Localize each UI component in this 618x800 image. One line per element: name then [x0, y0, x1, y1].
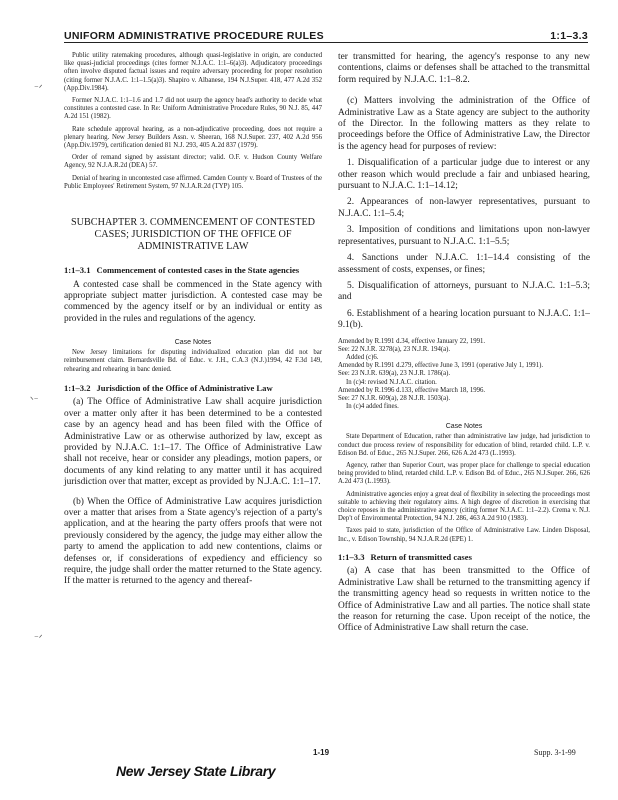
header-title: UNIFORM ADMINISTRATIVE PROCEDURE RULES [64, 30, 324, 42]
section-heading [64, 265, 322, 276]
section-heading [338, 552, 590, 563]
amendment-history [338, 338, 590, 412]
list-item: 1. Disqualification of a particular judge due to interest or any other reason which would preclude a fair and unbiased hearing, pursuant to N.J.A.C. 1:1–14.12; [338, 158, 590, 192]
margin-mark: ᐠ⁻ [30, 396, 39, 406]
case-notes-title: Case Notes [174, 339, 212, 347]
section-heading [64, 383, 322, 394]
case-note: Rate schedule approval hearing, as a non-adjudicative proceeding, does not require a plenary hearing. New Jersey Builders Assn. v. Sheeran, 168 N.J.Super. 237, 402 A.2d 956 (App.Div.1979), certification denied 81 N.J. 293, 405 A.2d 837 (1979). [64, 125, 322, 150]
section-body: (a) A case that has been transmitted to the Office of Administrative Law shall be returned to the transmitting agency if the transmitting agency head so requests in written notice to the Office of Administrative Law and all parties. The notice shall state the reason for returning the case. Upon receipt of the notice, the Office of Administrative Law shall return the case. [338, 566, 590, 634]
list-item: 3. Imposition of conditions and limitations upon non-lawyer representatives, pursuant to N.J.A.C. 1:1–5.5; [338, 225, 590, 247]
amendment-line: In (c)4: revised N.J.A.C. citation. [346, 378, 437, 386]
case-notes-title: Case Notes [445, 423, 483, 431]
case-note: Administrative agencies enjoy a great deal of flexibility in selecting the proceedings most suitable to achieving their regulatory aims. A high degree of discretion in exercising that choice reposes in the administrative agency (citing former N.J.A.C. 1:1–2.2). Crema v. N.J. Dep't of Environmental Protection, 94 N.J. 286, 463 A.2d 910 (1983). [338, 490, 590, 523]
section-number: 1:1–3.3 [338, 551, 365, 562]
section-paragraph: (c) Matters involving the administration of the Office of Administrative Law as a State agency are subject to the authority of the Director. In the following matters as they relate to proceedings before the Office of Administrative Law, the Director is the agency head for purposes of review: [338, 96, 590, 152]
section-body: A contested case shall be commenced in the State agency with appropriate subject matter jurisdiction. A contested case may be commenced by the agency itself or by an individual or entity as provided in the rules and regulations of the agency. [64, 279, 322, 324]
case-note: State Department of Education, rather than administrative law judge, had jurisdiction to conduct due process review of responsibility for education of blind, retarded child. L.P. v. Edison Bd. of Educ., 265 N.J.Super. 266, 626 A.2d 473 (L.1993). [338, 433, 590, 457]
section-title: Return of transmitted cases [370, 551, 472, 562]
library-stamp: New Jersey State Library [116, 763, 276, 779]
amendment-line: Amended by R.1991 d.279, effective June 3, 1991 (operative July 1, 1991). [338, 362, 544, 370]
case-note: Denial of hearing in uncontested case affirmed. Camden County v. Board of Trustees of the Public Employees' Retirement System, 97 N.J.A.R.2d (TYP) 105. [64, 174, 322, 190]
list-item: 6. Establishment of a hearing location pursuant to N.J.A.C. 1:1–9.1(b). [338, 308, 590, 331]
list-item: 2. Appearances of non-lawyer representatives, pursuant to N.J.A.C. 1:1–5.4; [338, 197, 590, 219]
case-note: Taxes paid to state, jurisdiction of the Office of Administrative Law. Linden Disposal, Inc., v. Edison Township, 94 N.J.A.R.2d (EPE) 1. [338, 527, 590, 543]
amendment-line: Added (c)6. [346, 353, 379, 361]
page-number: 1-19 [313, 748, 330, 757]
margin-mark: ⁻ᐟ [34, 634, 43, 644]
case-note: Former N.J.A.C. 1:1–1.6 and 1.7 did not usurp the agency head's authority to decide what constitutes a contested case. In Re: Uniform Administrative Procedure Rules, 90 N.J. 85, 447 A.2d 151 (1982). [64, 97, 322, 121]
list-item: 4. Sanctions under N.J.A.C. 1:1–14.4 consisting of the assessment of costs, expenses, or fines; [338, 253, 590, 275]
section-number: 1:1–3.2 [64, 382, 91, 393]
section-paragraph: (a) The Office of Administrative Law shall acquire jurisdiction over a matter only after it has been determined to be a contested case by an agency head and has been filed with the Office of Administrative Law or as otherwise authorized by law, except as provided by N.J.A.C. 1:1–17. The Office of Administrative Law shall not receive, hear or consider any pleadings, motion papers, or documents of any kind relating to any matter until it has acquired jurisdiction over that matter, except as provided by N.J.A.C. 1:1–17. [64, 397, 322, 488]
section-paragraph: (b) When the Office of Administrative Law acquires jurisdiction over a matter that arises from a State agency's rejection of a party's application, and at the hearing the party offers proofs that were not previously considered by the agency, the judge may either allow the party to amend the application to add new contentions, claims or defenses or, if considerations of expediency and efficiency so require, the judge shall order the matter returned to the State agency. If the matter is returned to the agency and thereaf- [64, 496, 322, 587]
running-header [64, 28, 588, 43]
supplement-date: Supp. 3-1-99 [534, 748, 576, 757]
right-column [338, 52, 590, 640]
subchapter-heading: SUBCHAPTER 3. COMMENCEMENT OF CONTESTED CASES; JURISDICTION OF THE OFFICE OF ADMINISTRATIVE LAW [70, 217, 316, 253]
section-paragraph: ter transmitted for hearing, the agency's response to any new contentions, claims or defenses shall be attached to the transmittal form required by N.J.A.C. 1:1–8.2. [338, 52, 590, 85]
amendment-line: Amended by R.1991 d.34, effective January 22, 1991. [338, 337, 486, 345]
section-title: Jurisdiction of the Office of Administrative Law [96, 382, 273, 393]
header-section: 1:1–3.3 [550, 30, 588, 42]
amendment-line: See: 27 N.J.R. 609(a), 28 N.J.R. 1503(a). [338, 394, 451, 402]
case-note: New Jersey limitations for disputing individualized education plan did not bar reimbursement claim. Bernardsville Bd. of Educ. v. J.H., C.A.3 (N.J.)1994, 42 F.3d 149, rehearing and rehearing in banc denied. [64, 349, 322, 373]
section-number: 1:1–3.1 [64, 265, 91, 276]
amendment-line: In (c)4 added fines. [346, 403, 399, 411]
list-item: 5. Disqualification of attorneys, pursuant to N.J.A.C. 1:1–5.3; and [338, 280, 590, 303]
amendment-line: See: 23 N.J.R. 639(a), 23 N.J.R. 1786(a). [338, 370, 451, 378]
left-column [64, 52, 322, 593]
amendment-line: See: 22 N.J.R. 3278(a), 23 N.J.R. 194(a). [338, 345, 451, 353]
section-title: Commencement of contested cases in the State agencies [96, 265, 300, 276]
case-note: Public utility ratemaking procedures, although quasi-legislative in origin, are conducted like quasi-judicial proceedings (cites former N.J.A.C. 1:1–6(a)3). Adjudicatory proceedings often involve disputed factual issues and require adversary proceeding for proper resolution (citing former N.J.A.C. 1:1–1.5(a)3). Shapiro v. Albanese, 194 N.J.Super. 418, 477 A.2d 352 (App.Div.1984). [64, 52, 322, 92]
case-note: Agency, rather than Superior Court, was proper place for challenge to special education being provided to blind, retarded child. L.P. v. Edison Bd. of Educ., 265 N.J.Super. 266, 626 A.2d 473 (L.1993). [338, 461, 590, 486]
amendment-line: Amended by R.1996 d.133, effective March 18, 1996. [338, 386, 486, 394]
margin-mark: ⁻ᐟ [34, 84, 43, 94]
case-note: Order of remand signed by assistant director; valid. O.F. v. Hudson County Welfare Agency, 92 N.J.A.R.2d (DEA) 57. [64, 154, 322, 170]
